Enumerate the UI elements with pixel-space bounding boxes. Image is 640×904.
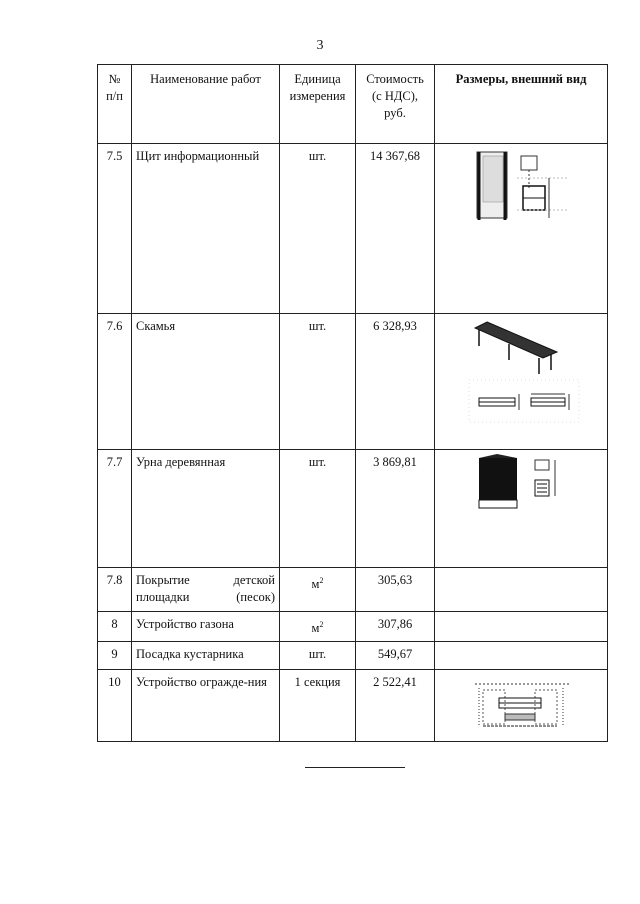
row-num: 7.8 xyxy=(98,568,132,612)
closing-rule xyxy=(305,767,405,768)
works-table xyxy=(97,64,608,742)
row-name: Урна деревянная xyxy=(132,450,280,568)
table-row xyxy=(98,450,608,568)
row-name: Скамья xyxy=(132,314,280,450)
row-num: 8 xyxy=(98,612,132,642)
table-row xyxy=(98,314,608,450)
header-cost: Стоимость (с НДС), руб. xyxy=(356,65,435,144)
row-cost: 2 522,41 xyxy=(356,670,435,742)
row-unit: $м^2$ xyxy=(280,612,356,642)
fence-drawing xyxy=(439,674,599,732)
row-num: 10 xyxy=(98,670,132,742)
page-number: 3 xyxy=(316,38,324,53)
table-row xyxy=(98,144,608,314)
row-cost: 14 367,68 xyxy=(356,144,435,314)
row-unit: шт. xyxy=(280,144,356,314)
info-board-drawing xyxy=(439,148,599,228)
row-name: Покрытие детской площадки (песок) xyxy=(132,568,280,612)
row-name: Устройство газона xyxy=(132,612,280,642)
row-cost: 305,63 xyxy=(356,568,435,612)
row-num: 7.6 xyxy=(98,314,132,450)
row-cost: 307,86 xyxy=(356,612,435,642)
table-row xyxy=(98,612,608,642)
table-row xyxy=(98,642,608,670)
row-num: 7.7 xyxy=(98,450,132,568)
header-num: № п/п xyxy=(98,65,132,144)
row-num: 7.5 xyxy=(98,144,132,314)
row-cost: 6 328,93 xyxy=(356,314,435,450)
row-unit: $м^2$ xyxy=(280,568,356,612)
row-unit: шт. xyxy=(280,314,356,450)
header-view: Размеры, внешний вид xyxy=(435,65,608,144)
table-row xyxy=(98,670,608,742)
row-cost: 549,67 xyxy=(356,642,435,670)
row-unit: шт. xyxy=(280,450,356,568)
row-name: Устройство огражде-ния xyxy=(132,670,280,742)
trash-bin-drawing xyxy=(439,454,599,514)
row-name: Посадка кустарника xyxy=(132,642,280,670)
row-unit: шт. xyxy=(280,642,356,670)
table-header-row xyxy=(98,65,608,144)
row-unit: 1 секция xyxy=(280,670,356,742)
row-num: 9 xyxy=(98,642,132,670)
row-name: Щит информационный xyxy=(132,144,280,314)
table-row xyxy=(98,568,608,612)
row-cost: 3 869,81 xyxy=(356,450,435,568)
header-name: Наименование работ xyxy=(132,65,280,144)
bench-drawing xyxy=(439,318,599,428)
header-unit: Единица измерения xyxy=(280,65,356,144)
